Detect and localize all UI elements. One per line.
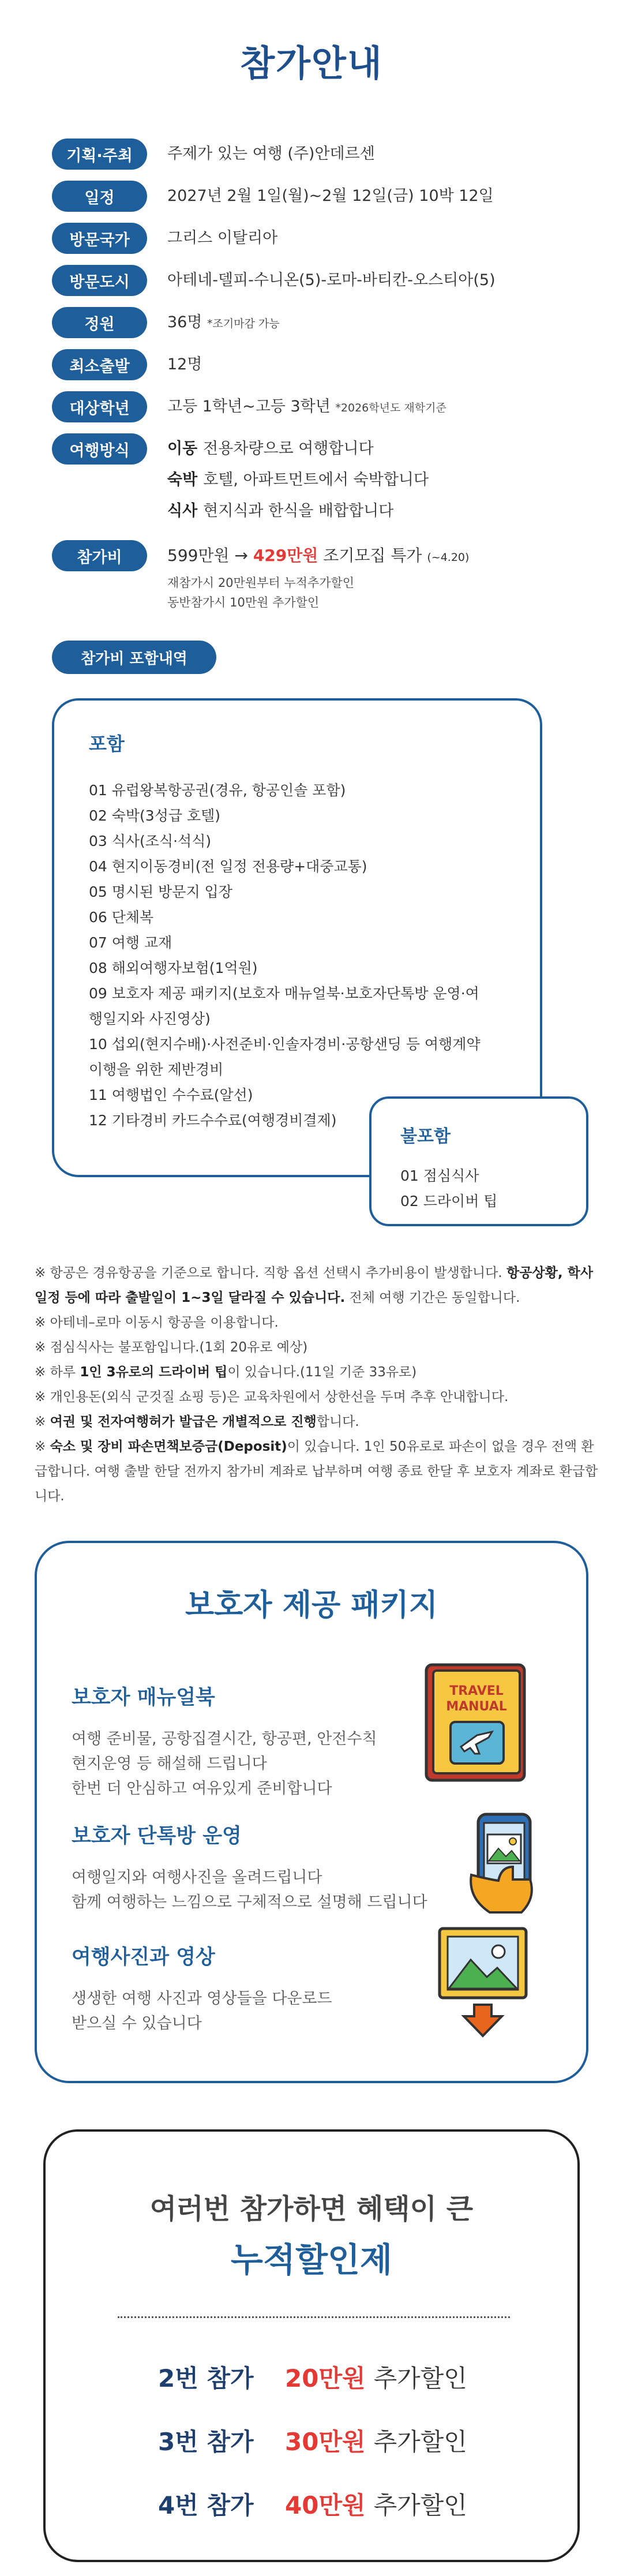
manual-icon-text-1: TRAVEL [449, 1684, 504, 1698]
discount-amount: 40만원 [285, 2491, 366, 2519]
minimum-label: 최소출발 [52, 349, 147, 380]
method-line [167, 496, 429, 527]
package-item-photos [72, 1941, 429, 2036]
list-item: 01 점심식사 [400, 1167, 479, 1184]
manual-icon-text-2: MANUAL [446, 1699, 507, 1714]
fee-main [167, 540, 469, 573]
excluded-title: 불포함 [400, 1126, 451, 1147]
method-text: 현지식과 한식을 배합합니다 [203, 502, 394, 520]
package-item-line: 생생한 여행 사진과 영상들을 다운로드 [72, 1990, 332, 2008]
package-item-title: 보호자 매뉴얼북 [72, 1686, 215, 1709]
schedule-value: 2027년 2월 1일(월)~2월 12일(금) 10박 12일 [167, 187, 494, 205]
capacity-number: 36명 [167, 313, 202, 331]
photo-download-icon [435, 1924, 533, 2042]
info-grade [52, 391, 571, 424]
cities-value: 아테네-델피-수니온(5)-로마-바티칸-오스티아(5) [167, 271, 496, 289]
list-item: 04 현지이동경비(전 일정 전용량+대중교통) [89, 858, 367, 875]
note-text: ※ 개인용돈(외식 군것질 쇼핑 등)은 교육차원에서 상한선을 두며 추후 안내합니다. [35, 1390, 509, 1405]
note-text: ※ 점심식사는 불포함입니다.(1회 20유로 예상) [35, 1340, 308, 1355]
fee-deadline: (~4.20) [427, 551, 470, 564]
discount-box [43, 2129, 580, 2562]
fee-sub2: 동반참가시 10만원 추가할인 [167, 596, 320, 609]
method-label: 여행방식 [52, 433, 147, 465]
list-item: 02 숙박(3성급 호텔) [89, 807, 221, 824]
list-item: 08 해외여행자보험(1억원) [89, 960, 258, 976]
info-method [52, 433, 571, 527]
organizer-value: 주제가 있는 여행 (주)안데르센 [167, 145, 375, 163]
excluded-box [369, 1096, 588, 1226]
package-item-line: 함께 여행하는 느낌으로 구체적으로 설명해 드립니다 [72, 1893, 427, 1911]
list-item: 03 식사(조식·석식) [89, 833, 212, 849]
note-bold: 항공상황, 학사일정 등에 따라 출발일이 1~3일 달라질 수 있습니다. [35, 1265, 594, 1305]
info-cities [52, 265, 571, 296]
method-key: 숙박 [167, 471, 198, 489]
note-item [35, 1311, 600, 1335]
note-item [35, 1435, 600, 1509]
cities-label: 방문도시 [52, 265, 147, 296]
package-title: 보호자 제공 패키지 [185, 1588, 438, 1623]
list-item: 07 여행 교재 [89, 934, 172, 951]
page-title: 참가안내 [240, 42, 383, 84]
country-value: 그리스 이탈리아 [167, 229, 278, 247]
note-text: ※ 아테네–로마 이동시 항공을 이용합니다. [35, 1315, 279, 1330]
discount-label: 추가할인 [373, 2491, 467, 2519]
note-bold: 여권 및 전자여행허가 발급은 개별적으로 진행 [50, 1414, 317, 1429]
list-item: 11 여행법인 수수료(알선) [89, 1087, 253, 1103]
included-list [89, 778, 505, 1133]
discount-row [158, 2487, 467, 2521]
package-item-line: 여행일지와 여행사진을 올려드립니다 [72, 1869, 322, 1886]
discount-subtitle: 여러번 참가하면 혜택이 큰 [149, 2193, 474, 2225]
note-text: ※ 하루 [35, 1365, 80, 1380]
discount-row [158, 2423, 467, 2458]
info-minimum [52, 349, 571, 380]
method-text: 호텔, 아파트먼트에서 숙박합니다 [203, 471, 429, 489]
info-schedule [52, 181, 571, 212]
note-text: ※ 항공은 경유항공을 기준으로 합니다. 직항 옵션 선택시 추가비용이 발생합니다. [35, 1265, 506, 1280]
fee-label: 참가비 [52, 540, 147, 571]
note-text: 전체 여행 기간은 동일합니다. [345, 1290, 520, 1305]
grade-note: *2026학년도 재학기준 [335, 402, 446, 414]
info-capacity [52, 307, 571, 339]
list-item: 06 단체복 [89, 909, 154, 926]
discount-count: 2번 참가 [158, 2364, 254, 2392]
list-item: 02 드라이버 팁 [400, 1193, 498, 1210]
organizer-label: 기획·주최 [52, 138, 147, 170]
discount-row [158, 2360, 467, 2394]
package-item-manual [72, 1682, 429, 1801]
method-line [167, 433, 429, 465]
list-item: 12 기타경비 카드수수료(여행경비결제) [89, 1112, 337, 1129]
method-key: 이동 [167, 440, 198, 458]
fee-block [167, 540, 469, 612]
capacity-label: 정원 [52, 307, 147, 338]
included-title: 포함 [89, 733, 125, 755]
note-item [35, 1410, 600, 1435]
capacity-note: *조기마감 가능 [207, 317, 280, 330]
package-item-line: 현지운영 등 해설해 드립니다 [72, 1755, 267, 1773]
method-key: 식사 [167, 502, 198, 520]
minimum-value: 12명 [167, 355, 202, 373]
list-item: 09 보호자 제공 패키지(보호자 매뉴얼북·보호자단톡방 운영·여행일지와 사진영상) [89, 985, 479, 1027]
divider [118, 2316, 510, 2318]
schedule-label: 일정 [52, 181, 147, 212]
discount-label: 추가할인 [373, 2428, 467, 2456]
grade-value [167, 391, 446, 424]
note-text: ※ [35, 1414, 50, 1429]
note-item [35, 1335, 600, 1360]
package-item-title: 여행사진과 영상 [72, 1946, 215, 1969]
discount-title: 누적할인제 [230, 2240, 393, 2279]
inclusions-label: 참가비 포함내역 [52, 641, 216, 674]
note-item [35, 1360, 600, 1385]
package-item-line: 한번 더 안심하고 여유있게 준비합니다 [72, 1780, 332, 1798]
fee-sub1: 재참가시 20만원부터 누적추가할인 [167, 576, 355, 590]
notes-list [35, 1261, 600, 1509]
info-fee [52, 540, 571, 612]
country-label: 방문국가 [52, 223, 147, 254]
fee-special-suffix: 조기모집 특가 [323, 546, 422, 565]
info-organizer [52, 138, 571, 170]
note-text: 합니다. [316, 1414, 359, 1429]
grade-text: 고등 1학년~고등 3학년 [167, 398, 331, 415]
grade-label: 대상학년 [52, 391, 147, 422]
capacity-value [167, 307, 280, 339]
list-item: 10 섭외(현지수배)·사전준비·인솔자경비·공항샌딩 등 여행계약 이행을 위한 제반경비 [89, 1036, 481, 1078]
discount-count: 3번 참가 [158, 2428, 254, 2456]
travel-manual-icon [421, 1661, 533, 1788]
list-item: 05 명시된 방문지 입장 [89, 883, 232, 900]
package-item-title: 보호자 단톡방 운영 [72, 1825, 242, 1848]
note-text: ※ [35, 1439, 50, 1454]
fee-special: 429만원 [253, 546, 318, 565]
discount-amount: 30만원 [285, 2428, 366, 2456]
method-lines [167, 433, 429, 527]
excluded-list [400, 1163, 557, 1214]
note-bold: 숙소 및 장비 파손면책보증금(Deposit) [50, 1439, 287, 1454]
method-text: 전용차량으로 여행합니다 [203, 440, 374, 458]
info-country [52, 223, 571, 254]
package-item-line: 받으실 수 있습니다 [72, 2015, 202, 2032]
note-text: 이 있습니다.(11일 기준 33유로) [227, 1365, 417, 1380]
list-item: 01 유럽왕복항공권(경유, 항공인솔 포함) [89, 782, 346, 799]
fee-original: 599만원 → [167, 546, 248, 565]
phone-photo-icon [467, 1811, 547, 1918]
discount-amount: 20만원 [285, 2364, 366, 2392]
discount-label: 추가할인 [373, 2364, 467, 2392]
discount-count: 4번 참가 [158, 2491, 254, 2519]
guardian-package-box [35, 1541, 588, 2083]
note-text: 이 있습니다. 1인 50유로로 파손이 없을 경우 전액 환급합니다. 여행 출발 한달 전까지 참가비 계좌로 납부하며 여행 종료 한달 후 보호자 계좌로 환급합니다. [35, 1439, 598, 1504]
note-item [35, 1261, 600, 1311]
method-line [167, 465, 429, 496]
package-item-line: 여행 준비물, 공항집결시간, 항공편, 안전수칙 [72, 1730, 377, 1748]
note-item [35, 1385, 600, 1410]
note-bold: 1인 3유로의 드라이버 팁 [80, 1365, 228, 1380]
package-item-chat [72, 1820, 429, 1915]
